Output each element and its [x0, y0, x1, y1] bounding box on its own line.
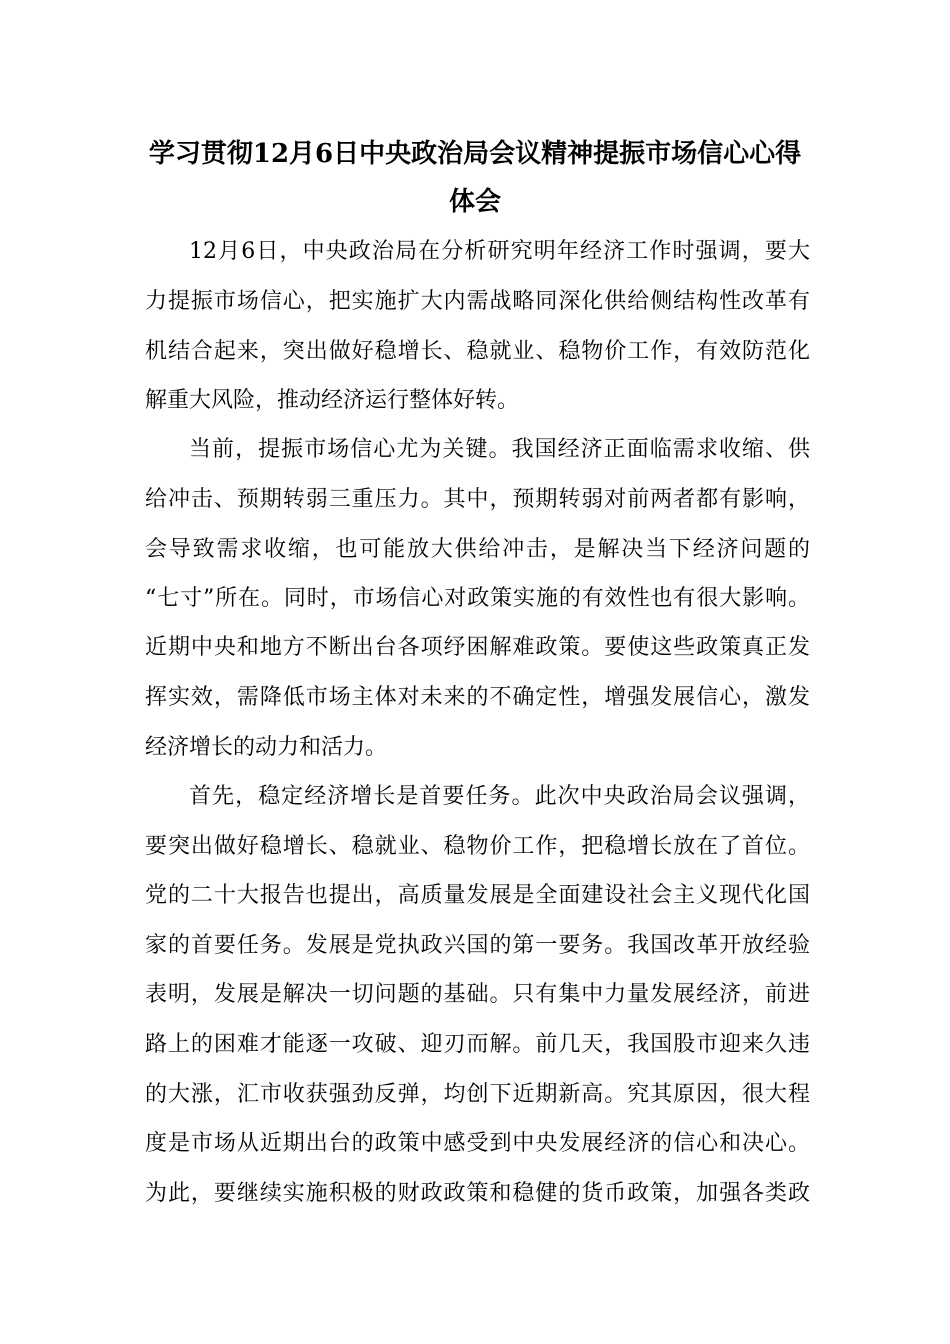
body-text-line: 路上的困难才能逐一攻破、迎刃而解。前几天，我国股市迎来久违 — [145, 1032, 810, 1057]
body-text-line: 表明，发展是解决一切问题的基础。只有集中力量发展经济，前进 — [145, 982, 810, 1007]
body-text-line: 家的首要任务。发展是党执政兴国的第一要务。我国改革开放经验 — [145, 933, 810, 958]
body-text-line: 的大涨，汇市收获强劲反弹，均创下近期新高。究其原因，很大程 — [145, 1082, 810, 1107]
body-text-line: 机结合起来，突出做好稳增长、稳就业、稳物价工作，有效防范化 — [145, 339, 810, 364]
body-text-line: 12月6日，中央政治局在分析研究明年经济工作时强调，要大 — [189, 239, 810, 264]
body-text-line: 当前，提振市场信心尤为关键。我国经济正面临需求收缩、供 — [189, 437, 810, 462]
body-text-line: 会导致需求收缩，也可能放大供给冲击，是解决当下经济问题的 — [145, 537, 810, 562]
body-text-line: 近期中央和地方不断出台各项纾困解难政策。要使这些政策真正发 — [145, 635, 810, 660]
document-title-line-2: 体会 — [448, 187, 501, 217]
body-text-line: 要突出做好稳增长、稳就业、稳物价工作，把稳增长放在了首位。 — [145, 834, 810, 859]
body-text-line: 挥实效，需降低市场主体对未来的不确定性，增强发展信心，激发 — [145, 685, 810, 710]
body-text-line: 度是市场从近期出台的政策中感受到中央发展经济的信心和决心。 — [145, 1131, 810, 1156]
body-text-line: 经济增长的动力和活力。 — [145, 735, 388, 760]
body-text-line: 给冲击、预期转弱三重压力。其中，预期转弱对前两者都有影响， — [145, 487, 810, 512]
body-text-line: 为此，要继续实施积极的财政政策和稳健的货币政策，加强各类政 — [145, 1181, 810, 1206]
body-text-line: 解重大风险，推动经济运行整体好转。 — [145, 388, 520, 413]
body-text-line: “七寸”所在。同时，市场信心对政策实施的有效性也有很大影响。 — [145, 586, 810, 611]
body-text-line: 首先，稳定经济增长是首要任务。此次中央政治局会议强调， — [189, 784, 810, 809]
document-title-line-1: 学习贯彻12月6日中央政治局会议精神提振市场信心心得 — [148, 139, 802, 169]
body-text-line: 力提振市场信心，把实施扩大内需战略同深化供给侧结构性改革有 — [145, 289, 810, 314]
body-text-line: 党的二十大报告也提出，高质量发展是全面建设社会主义现代化国 — [145, 883, 810, 908]
